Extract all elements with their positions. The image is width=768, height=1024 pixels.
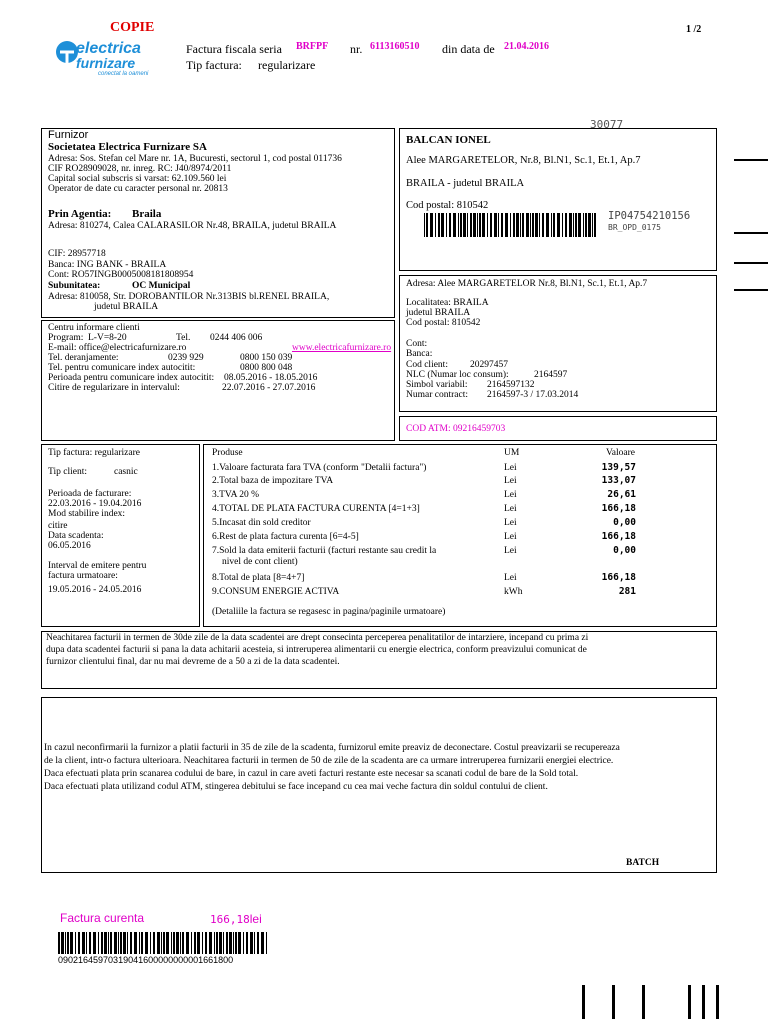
barcode-bar — [592, 213, 593, 237]
info-block-box — [41, 697, 717, 873]
barcode-bar — [266, 932, 267, 954]
product-row-label: 2.Total baza de impozitare TVA — [212, 476, 334, 486]
product-row-value: 133,07 — [601, 475, 636, 486]
mod-stabilire-value: citire — [48, 521, 68, 531]
barcode-bar — [460, 213, 462, 237]
mod-stabilire-label: Mod stabilire index: — [48, 509, 126, 519]
barcode-bar — [522, 213, 524, 237]
barcode-bar — [535, 213, 538, 237]
tip-factura-label: Tip factura: — [186, 58, 242, 72]
barcode-bar — [243, 932, 244, 954]
barcode-bar — [139, 932, 140, 954]
simbol-label: Simbol variabil: — [406, 380, 468, 390]
perioada-index-label: Perioada pentru comunicare index autocitit: — [48, 373, 215, 383]
barcode-bar — [186, 932, 189, 954]
barcode-bar — [123, 932, 126, 954]
barcode-bar — [67, 932, 69, 954]
barcode-bar — [510, 213, 511, 237]
product-row-value: 166,18 — [601, 531, 636, 542]
tel-value: 0244 406 006 — [210, 333, 263, 343]
barcode-bar — [150, 932, 151, 954]
loc-adresa: Adresa: Alee MARGARETELOR Nr.8, Bl.N1, Sc.1, Et.1, Ap.7 — [406, 279, 648, 289]
cod-client-label: Cod client: — [406, 360, 448, 370]
nlc-value: 2164597 — [534, 370, 568, 380]
barcode-bar — [191, 932, 192, 954]
barcode-bar — [145, 932, 148, 954]
barcode-bar — [424, 213, 425, 237]
barcode-bar — [173, 932, 175, 954]
notice-line: Neachitarea facturii in termen de 30de zile de la data scadentei are drept consecinta perceperea penalitatilor de intarziere, incepand cu prima zi — [46, 633, 589, 643]
scan-mark — [612, 985, 615, 1019]
agentia-adresa: Adresa: 810274, Calea CALARASILOR Nr.48, BRAILA, judetul BRAILA — [48, 221, 337, 231]
product-row-label: 3.TVA 20 % — [212, 490, 260, 500]
scan-mark — [702, 985, 705, 1019]
barcode-bar — [575, 213, 577, 237]
barcode-bar — [261, 932, 264, 954]
document-code: 30077 — [590, 118, 624, 131]
factura-info-box — [41, 444, 200, 627]
product-row-label: 1.Valoare facturata fara TVA (conform "Detalii factura") — [212, 463, 427, 473]
furnizor-banca: Banca: ING BANK - BRAILA — [48, 260, 167, 270]
agentia-value: Braila — [132, 208, 162, 220]
barcode-bar — [65, 932, 66, 954]
barcode-bar — [430, 213, 433, 237]
factura-curenta-amount — [210, 912, 262, 926]
barcode-bar — [163, 932, 165, 954]
data-scadenta-label: Data scadenta: — [48, 531, 104, 541]
cod-client-value: 20297457 — [470, 360, 508, 370]
loc-localitatea: Localitatea: BRAILA — [406, 298, 489, 308]
barcode-bar — [98, 932, 99, 954]
barcode-bar — [209, 932, 212, 954]
barcode-bar — [118, 932, 119, 954]
logo-text-furnizare: furnizare — [76, 55, 136, 71]
subunitatea-label: Subunitatea: — [48, 281, 101, 291]
barcode-bar — [153, 932, 155, 954]
subunitatea-adresa: judetul BRAILA — [94, 302, 159, 312]
furnizor-cont: Cont: RO57INGB0005008181808954 — [48, 270, 194, 280]
email: E-mail: office@electricafurnizare.ro — [48, 343, 187, 353]
notice-box — [41, 631, 717, 689]
furnizor-line: Operator de date cu caracter personal nr. 20813 — [48, 184, 228, 194]
product-row-value: 139,57 — [601, 462, 636, 473]
subunitatea-value: OC Municipal — [132, 281, 191, 291]
furnizor-line: CIF RO28909028, nr. inreg. RC: J40/8974/2011 — [48, 164, 232, 174]
payment-barcode-digits: 09021645970319041600000000001661800 — [58, 955, 234, 965]
barcode-bar — [546, 213, 549, 237]
centru-info-box — [41, 320, 395, 441]
barcode-bar — [585, 213, 587, 237]
barcode-bar — [578, 213, 581, 237]
deranjamente-label: Tel. deranjamente: — [48, 353, 119, 363]
barcode-bar — [171, 932, 172, 954]
barcode-bar — [127, 932, 128, 954]
barcode-bar — [482, 213, 485, 237]
barcode-bar — [446, 213, 447, 237]
margin-mark — [734, 262, 768, 264]
perioada-facturare-value: 22.03.2016 - 19.04.2016 — [48, 499, 142, 509]
barcode-bar — [516, 213, 519, 237]
program-value: L-V=8-20 — [88, 333, 127, 343]
factura-nr-label: nr. — [350, 42, 363, 56]
barcode-bar — [194, 932, 196, 954]
barcode-bar — [104, 932, 107, 954]
barcode-bar — [498, 213, 499, 237]
furnizor-box — [41, 128, 395, 318]
client-barcode-sub: BR_OPD_0175 — [608, 223, 661, 232]
product-row-label-cont: nivel de cont client) — [222, 557, 298, 567]
barcode-bar — [453, 213, 456, 237]
loc-consum-box — [399, 275, 717, 412]
factura-data: 21.04.2016 — [504, 41, 549, 52]
product-row-um: Lei — [504, 463, 517, 473]
barcode-bar — [141, 932, 143, 954]
barcode-bar — [78, 932, 80, 954]
barcode-bar — [479, 213, 481, 237]
barcode-bar — [441, 213, 444, 237]
barcode-bar — [75, 932, 76, 954]
barcode-bar — [58, 932, 60, 954]
scan-mark — [688, 985, 691, 1019]
cod-atm: COD ATM: 09216459703 — [406, 424, 506, 434]
product-row-um: Lei — [504, 476, 517, 486]
products-note: (Detaliile la factura se regasesc in pagina/paginile urmatoare) — [212, 607, 446, 617]
barcode-bar — [108, 932, 109, 954]
barcode-bar — [101, 932, 103, 954]
barcode-bar — [494, 213, 497, 237]
page-number: 1 /2 — [686, 24, 702, 35]
info-line: Daca efectuati plata prin scanarea codului de bare, in cazul in care aveti facturi restante este necesar sa scanati codul de bare de la Sold total. — [44, 769, 579, 779]
payment-barcode — [58, 932, 270, 954]
furnizor-cif: CIF: 28957718 — [48, 249, 106, 259]
barcode-bar — [435, 213, 436, 237]
furnizor-line: Adresa: Sos. Stefan cel Mare nr. 1A, Bucuresti, sectorul 1, cod postal 011736 — [48, 154, 342, 164]
barcode-bar — [473, 213, 476, 237]
program-label: Program: — [48, 333, 84, 343]
barcode-bar — [458, 213, 459, 237]
copie-label: COPIE — [110, 20, 155, 35]
data-scadenta-value: 06.05.2016 — [48, 541, 91, 551]
loc-banca: Banca: — [406, 349, 433, 359]
tip-factura: Tip factura: regularizare — [48, 448, 140, 458]
barcode-bar — [182, 932, 184, 954]
logo-tagline: conectat la oameni — [98, 71, 149, 77]
contract-label: Numar contract: — [406, 390, 468, 400]
barcode-bar — [176, 932, 179, 954]
barcode-bar — [501, 213, 503, 237]
barcode-bar — [82, 932, 85, 954]
margin-mark — [734, 289, 768, 291]
factura-nr: 6113160510 — [370, 41, 420, 52]
barcode-bar — [235, 932, 237, 954]
loc-cont: Cont: — [406, 339, 428, 349]
scan-mark — [582, 985, 585, 1019]
deranjamente-tel-2: 0800 150 039 — [240, 353, 293, 363]
client-city: BRAILA - judetul BRAILA — [406, 178, 525, 189]
product-row-label: 8.Total de plata [8=4+7] — [212, 573, 305, 583]
barcode-bar — [238, 932, 241, 954]
barcode-bar — [114, 932, 117, 954]
products-header-produse: Produse — [212, 448, 243, 458]
barcode-bar — [157, 932, 160, 954]
deranjamente-tel-1: 0239 929 — [168, 353, 204, 363]
barcode-bar — [520, 213, 521, 237]
barcode-bar — [130, 932, 132, 954]
loc-cod-postal: Cod postal: 810542 — [406, 318, 481, 328]
barcode-bar — [490, 213, 492, 237]
product-row-um: Lei — [504, 518, 517, 528]
barcode-bar — [542, 213, 544, 237]
barcode-bar — [463, 213, 466, 237]
website-link[interactable]: www.electricafurnizare.ro — [292, 343, 392, 353]
client-address: Alee MARGARETELOR, Nr.8, Bl.N1, Sc.1, Et.1, Ap.7 — [406, 155, 641, 166]
index-label: Tel. pentru comunicare index autocitit: — [48, 363, 196, 373]
barcode-bar — [565, 213, 567, 237]
tip-factura-value: regularizare — [258, 58, 316, 72]
barcode-bar — [594, 213, 596, 237]
barcode-bar — [161, 932, 162, 954]
barcode-bar — [553, 213, 555, 237]
barcode-bar — [202, 932, 203, 954]
product-row-label: 7.Sold la data emiterii facturii (facturi restante sau credit la — [212, 546, 437, 556]
barcode-bar — [477, 213, 478, 237]
factura-curenta-label: Factura curenta — [60, 911, 145, 925]
barcode-bar — [426, 213, 428, 237]
barcode-bar — [70, 932, 73, 954]
interval-value: 19.05.2016 - 24.05.2016 — [48, 585, 142, 595]
factura-seria: BRFPF — [296, 41, 329, 52]
product-row-value: 281 — [618, 586, 636, 597]
tel-label: Tel. — [176, 333, 191, 343]
barcode-bar — [569, 213, 572, 237]
product-row-value: 166,18 — [601, 572, 636, 583]
barcode-bar — [89, 932, 91, 954]
barcode-bar — [551, 213, 552, 237]
tip-client-label: Tip client: — [48, 467, 87, 477]
amount-unit: lei — [249, 912, 262, 926]
scan-mark — [716, 985, 719, 1019]
product-row-um: Lei — [504, 546, 517, 556]
client-name: BALCAN IONEL — [406, 134, 491, 146]
factura-label: Factura fiscala seria — [186, 42, 282, 56]
nlc-label: NLC (Numar loc consum): — [406, 370, 509, 380]
index-tel: 0800 800 048 — [240, 363, 293, 373]
products-header-valoare: Valoare — [606, 448, 636, 458]
barcode-bar — [205, 932, 207, 954]
agentia-label: Prin Agentia: — [48, 208, 112, 220]
subunitatea-adresa: Adresa: 810058, Str. DOROBANTILOR Nr.313BIS bl.RENEL BRAILA, — [48, 292, 330, 302]
barcode-bar — [229, 932, 232, 954]
barcode-bar — [583, 213, 584, 237]
citire-value: 22.07.2016 - 27.07.2016 — [222, 383, 316, 393]
furnizor-line: Capital social subscris si varsat: 62.109.560 lei — [48, 174, 227, 184]
factura-data-label: din data de — [442, 42, 495, 56]
scan-mark — [642, 985, 645, 1019]
info-line: Daca efectuati plata utilizand codul ATM, stingerea debitului se face incepand cu cea mai veche factura din soldul contului de client. — [44, 782, 548, 792]
product-row-um: Lei — [504, 573, 517, 583]
product-row-um: Lei — [504, 504, 517, 514]
product-row-value: 0,00 — [613, 545, 636, 556]
product-row-label: 6.Rest de plata factura curenta [6=4-5] — [212, 532, 359, 542]
interval-label: factura urmatoare: — [48, 571, 118, 581]
barcode-bar — [214, 932, 215, 954]
barcode-bar — [93, 932, 96, 954]
simbol-value: 2164597132 — [487, 380, 535, 390]
barcode-bar — [86, 932, 87, 954]
barcode-bar — [449, 213, 451, 237]
barcode-bar — [197, 932, 200, 954]
product-row-label: 4.TOTAL DE PLATA FACTURA CURENTA [4=1+3] — [212, 504, 420, 514]
barcode-bar — [219, 932, 222, 954]
barcode-bar — [513, 213, 515, 237]
loc-judet: judetul BRAILA — [406, 308, 471, 318]
barcode-bar — [438, 213, 440, 237]
product-row-value: 166,18 — [601, 503, 636, 514]
amount-value: 166,18 — [210, 913, 250, 926]
interval-label: Interval de emitere pentru — [48, 561, 147, 571]
product-row-um: Lei — [504, 490, 517, 500]
products-header-um: UM — [504, 448, 520, 458]
barcode-bar — [250, 932, 253, 954]
contract-value: 2164597-3 / 17.03.2014 — [487, 390, 579, 400]
barcode-bar — [233, 932, 234, 954]
barcode-bar — [557, 213, 560, 237]
client-barcode-code: IP04754210156 — [608, 210, 691, 222]
barcode-bar — [226, 932, 228, 954]
barcode-bar — [467, 213, 468, 237]
product-row-um: kWh — [504, 587, 523, 597]
barcode-bar — [120, 932, 122, 954]
info-line: de la client, intr-o factura ulterioara. Neachitarea facturii in termen de 50 de zile de la scadenta are ca urmare intreruperea furnizarii energiei electrice. — [44, 756, 614, 766]
client-barcode — [424, 213, 600, 237]
barcode-bar — [254, 932, 255, 954]
barcode-bar — [562, 213, 563, 237]
product-row-label: 9.CONSUM ENERGIE ACTIVA — [212, 587, 340, 597]
logo-text-electrica: electrica — [76, 40, 141, 57]
barcode-bar — [110, 932, 112, 954]
product-row-label: 5.Incasat din sold creditor — [212, 518, 311, 528]
products-box — [203, 444, 717, 627]
barcode-bar — [166, 932, 169, 954]
centru-title: Centru informare clienti — [48, 323, 140, 333]
margin-mark — [734, 232, 768, 234]
furnizor-title: Furnizor — [48, 129, 89, 141]
batch-label: BATCH — [626, 858, 660, 868]
citire-label: Citire de regularizare in intervalul: — [48, 383, 180, 393]
perioada-facturare-label: Perioada de facturare: — [48, 489, 132, 499]
barcode-bar — [470, 213, 472, 237]
barcode-bar — [588, 213, 591, 237]
product-row-value: 26,61 — [607, 489, 636, 500]
client-box — [399, 128, 717, 271]
barcode-bar — [216, 932, 218, 954]
perioada-index-value: 08.05.2016 - 18.05.2016 — [224, 373, 318, 383]
notice-line: furnizor clientului final, dar nu mai devreme de a 50 a zi de la data scadentei. — [46, 657, 340, 667]
margin-mark — [734, 159, 768, 161]
product-row-value: 0,00 — [613, 517, 636, 528]
furnizor-name: Societatea Electrica Furnizare SA — [48, 141, 207, 153]
barcode-bar — [526, 213, 529, 237]
client-cod-postal: Cod postal: 810542 — [406, 200, 489, 211]
barcode-bar — [257, 932, 259, 954]
barcode-bar — [223, 932, 224, 954]
barcode-bar — [246, 932, 248, 954]
electrica-logo — [50, 38, 155, 82]
cod-atm-box — [399, 416, 717, 441]
barcode-bar — [573, 213, 574, 237]
barcode-bar — [487, 213, 488, 237]
barcode-bar — [180, 932, 181, 954]
tip-client-value: casnic — [114, 467, 138, 477]
barcode-bar — [532, 213, 534, 237]
barcode-bar — [530, 213, 531, 237]
info-line: In cazul neconfirmarii la furnizor a platii facturii in 35 de zile de la scadenta, furnizorul emite preaviz de deconectare. Costul preavizarii se recupereaza — [44, 743, 620, 753]
barcode-bar — [505, 213, 508, 237]
product-row-um: Lei — [504, 532, 517, 542]
barcode-bar — [134, 932, 137, 954]
barcode-bar — [539, 213, 540, 237]
barcode-bar — [61, 932, 64, 954]
notice-line: dupa data scadentei facturii si pana la data achitarii acesteia, si intreruperea alimentarii cu energie electrica, conform preavizului comunicat de — [46, 645, 587, 655]
